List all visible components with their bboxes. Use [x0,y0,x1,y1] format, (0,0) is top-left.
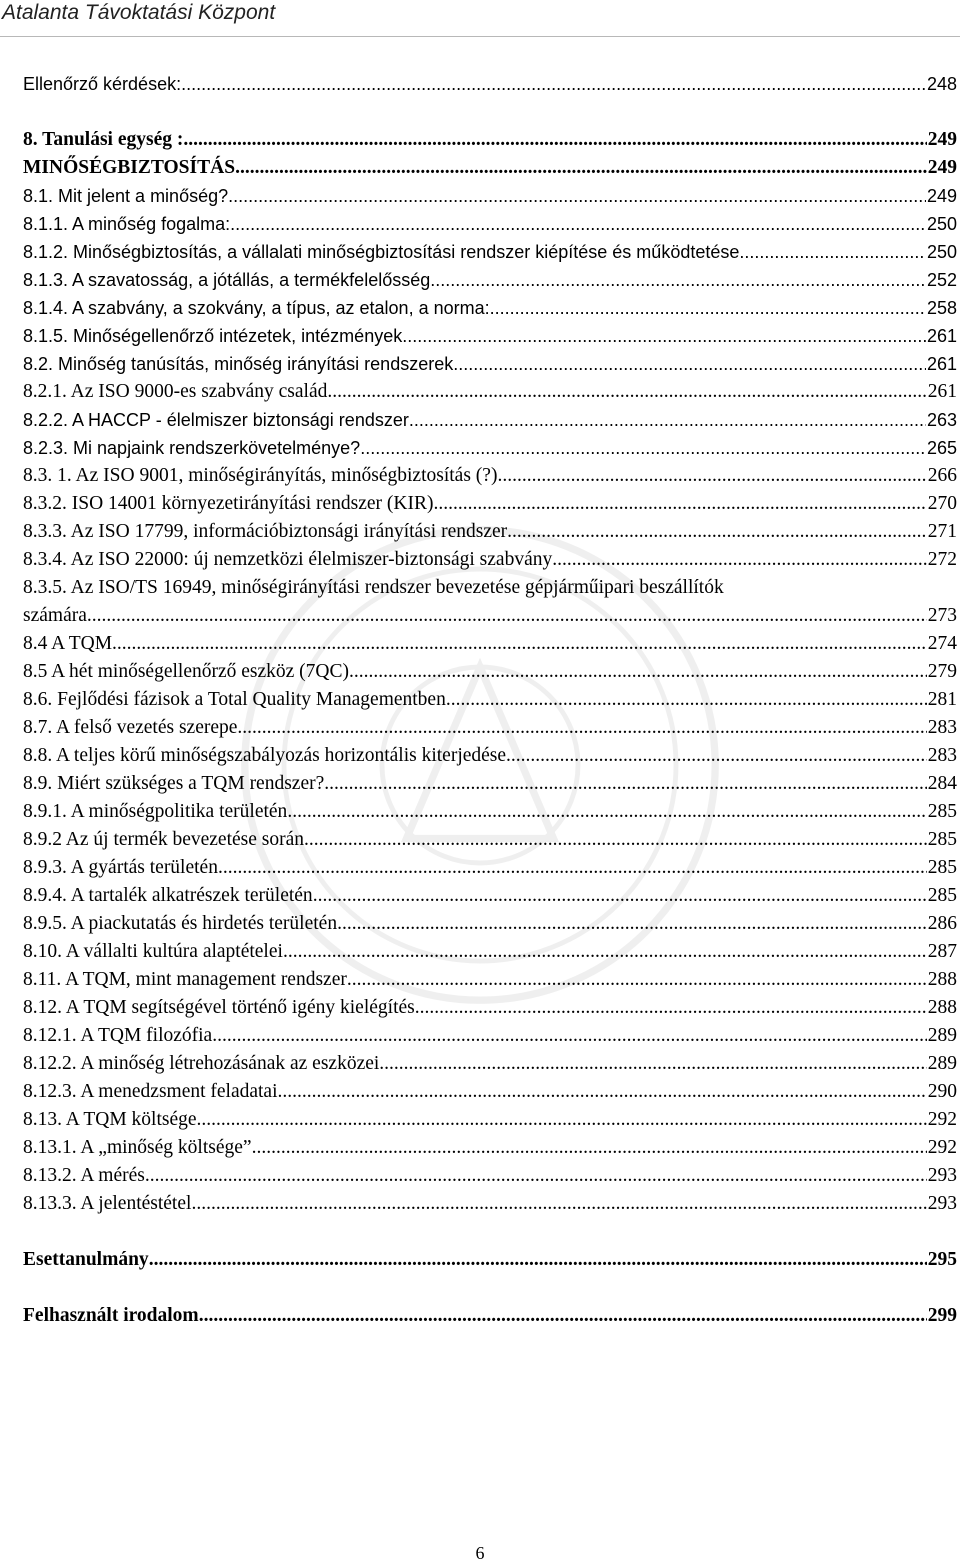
toc-entry-page: 285 [927,857,957,878]
toc-entry-page: 248 [926,74,957,94]
toc-entry-title: 8.9.5. A piackutatás és hirdetés területén [23,913,338,934]
toc-entry[interactable] [23,1106,957,1134]
toc-dot-leader [360,434,926,462]
toc-entry-page: 249 [927,129,957,150]
toc-entry[interactable] [23,910,957,938]
toc-entry-page: 250 [926,242,957,262]
toc-entry[interactable] [23,630,957,658]
toc-entry[interactable] [23,1134,957,1162]
toc-entry[interactable] [23,1302,957,1330]
toc-dot-leader [552,546,927,574]
toc-dot-leader [507,518,927,546]
toc-entry-page: 250 [926,214,957,234]
toc-entry[interactable] [23,518,957,546]
toc-dot-leader [278,1078,927,1106]
toc-dot-leader [324,770,926,798]
toc-dot-leader [379,1050,926,1078]
toc-dot-leader [337,910,927,938]
toc-entry-title: 8.11. A TQM, mint management rendszer [23,969,347,990]
toc-dot-leader [347,966,927,994]
toc-entry[interactable] [23,294,957,322]
toc-entry-title: 8.9.3. A gyártás területén [23,857,218,878]
toc-dot-leader [415,994,927,1022]
toc-dot-leader [433,490,926,518]
toc-entry-title: 8.1. Mit jelent a minőség? [23,186,229,206]
toc-dot-leader [199,1302,927,1330]
toc-entry-title: 8.6. Fejlődési fázisok a Total Quality Managementben [23,689,446,710]
toc-entry-title: 8.12.3. A menedzsment feladatai [23,1081,278,1102]
toc-entry-page: 289 [927,1053,957,1074]
toc-dot-leader [409,406,926,434]
toc-entry[interactable] [23,182,957,210]
toc-entry-page: 274 [927,633,957,654]
toc-entry-title: 8.12.2. A minőség létrehozásának az eszközei [23,1053,380,1074]
toc-entry[interactable] [23,406,957,434]
toc-entry[interactable] [23,770,957,798]
toc-entry[interactable] [23,798,957,826]
toc-entry-page: 263 [926,410,957,430]
toc-dot-leader [453,350,926,378]
toc-entry-page: 283 [927,745,957,766]
toc-entry-title: 8.3.5. Az ISO/TS 16949, minőségirányítási rendszer bevezetése gépjárműipari beszállítók [23,577,724,598]
toc-dot-leader [327,378,926,406]
toc-entry-title: 8.9. Miért szükséges a TQM rendszer? [23,773,325,794]
toc-entry[interactable] [23,266,957,294]
toc-entry-title: 8.1.5. Minőségellenőrző intézetek, intézmények [23,326,403,346]
toc-entry-page: 292 [927,1109,957,1130]
toc-entry-title: 8.1.1. A minőség fogalma: [23,214,231,234]
toc-entry[interactable] [23,322,957,350]
toc-entry-title: 8.3.4. Az ISO 22000: új nemzetközi élelmiszer-biztonsági szabvány [23,549,553,570]
toc-entry-page: 283 [927,717,957,738]
toc-entry[interactable] [23,70,957,98]
toc-entry-title: 8. Tanulási egység : [23,129,184,150]
header-rule [0,36,960,37]
toc-entry[interactable] [23,210,957,238]
toc-entry-page: 292 [927,1137,957,1158]
toc-entry[interactable] [23,826,957,854]
toc-entry-title: 8.7. A felső vezetés szerepe [23,717,238,738]
toc-dot-leader [181,70,926,98]
toc-entry[interactable] [23,854,957,882]
toc-entry-page: 265 [926,438,957,458]
toc-dot-leader [283,938,927,966]
toc-entry-page: 279 [927,661,957,682]
page-number: 6 [475,1543,485,1563]
toc-dot-leader [490,294,926,322]
toc-entry-page: 261 [926,326,957,346]
toc-entry-title: 8.13. A TQM költsége [23,1109,197,1130]
toc-dot-leader [228,182,926,210]
toc-dot-leader [349,658,927,686]
toc-dot-leader [230,210,926,238]
toc-entry-title: 8.2.1. Az ISO 9000-es szabvány család [23,381,328,402]
toc-dot-leader [252,1134,927,1162]
toc-entry-title: 8.9.1. A minőségpolitika területén [23,801,288,822]
toc-entry-title: Ellenőrző kérdések: [23,74,182,94]
toc-entry-title: 8.1.4. A szabvány, a szokvány, a típus, az etalon, a norma: [23,298,490,318]
toc-entry-page: 295 [927,1249,957,1270]
toc-dot-leader [197,1106,927,1134]
toc-dot-leader [237,714,926,742]
toc-entry-title: Esettanulmány [23,1249,149,1270]
toc-dot-leader [446,686,927,714]
toc-entry[interactable] [23,350,957,378]
toc-entry[interactable] [23,378,957,406]
toc-dot-leader [149,1246,927,1274]
toc-entry[interactable] [23,1190,957,1218]
toc-entry-page: 273 [927,605,957,626]
toc-entry-title: 8.2.2. A HACCP - élelmiszer biztonsági rendszer [23,410,409,430]
toc-entry-page: 258 [926,298,957,318]
toc-entry-title: 8.2.3. Mi napjaink rendszerkövetelménye? [23,438,361,458]
toc-entry-page: 249 [926,186,957,206]
toc-dot-leader [506,742,927,770]
toc-entry-title: 8.13.2. A mérés [23,1165,145,1186]
toc-entry[interactable] [23,966,957,994]
toc-entry-title: 8.12.1. A TQM filozófia [23,1025,213,1046]
toc-entry-title: 8.4 A TQM [23,633,113,654]
toc-dot-leader [287,798,926,826]
toc-entry[interactable] [23,602,957,630]
toc-entry-title: 8.10. A vállalti kultúra alaptételei [23,941,283,962]
toc-entry-page: 270 [927,493,957,514]
toc-entry-title: 8.2. Minőség tanúsítás, minőség irányítási rendszerek [23,354,454,374]
table-of-contents [23,70,957,1330]
toc-entry-page: 266 [927,465,957,486]
toc-entry-page: 299 [927,1305,957,1326]
toc-entry-title: 8.3.3. Az ISO 17799, információbiztonsági irányítási rendszer [23,521,508,542]
toc-entry-page: 287 [927,941,957,962]
toc-entry-page: 284 [927,773,957,794]
toc-entry[interactable] [23,742,957,770]
toc-entry-page: 272 [927,549,957,570]
toc-entry-title: 8.8. A teljes körű minőségszabályozás horizontális kiterjedése [23,745,507,766]
toc-entry[interactable] [23,1022,957,1050]
toc-entry[interactable] [23,1162,957,1190]
toc-entry[interactable] [23,686,957,714]
toc-dot-leader [218,854,927,882]
toc-entry[interactable] [23,714,957,742]
toc-entry-title: 8.1.3. A szavatosság, a jótállás, a termékfelelősség [23,270,431,290]
toc-dot-leader [112,630,927,658]
toc-entry-page: 293 [927,1193,957,1214]
toc-dot-leader [145,1162,927,1190]
toc-entry-page: 293 [927,1165,957,1186]
toc-entry-page: 289 [927,1025,957,1046]
toc-entry[interactable] [23,1246,957,1274]
toc-entry-page: 285 [927,885,957,906]
toc-entry-title: 8.13.1. A „minőség költsége” [23,1137,252,1158]
toc-dot-leader [497,462,926,490]
toc-entry-page: 281 [927,689,957,710]
toc-entry-page: 285 [927,801,957,822]
toc-entry-page: 261 [927,381,957,402]
toc-entry-page: 288 [927,969,957,990]
toc-entry[interactable] [23,154,957,182]
toc-entry[interactable] [23,658,957,686]
toc-entry[interactable] [23,882,957,910]
toc-entry-title: 8.9.4. A tartalék alkatrészek területén [23,885,313,906]
toc-entry-page: 288 [927,997,957,1018]
toc-entry[interactable] [23,546,957,574]
toc-entry-page: 249 [927,157,957,178]
toc-dot-leader [304,826,927,854]
toc-entry[interactable] [23,462,957,490]
toc-dot-leader [212,1022,927,1050]
toc-entry-page: 290 [927,1081,957,1102]
toc-entry-title: 8.5 A hét minőségellenőrző eszköz (7QC) [23,661,350,682]
toc-dot-leader [235,154,927,182]
toc-dot-leader [402,322,926,350]
toc-entry[interactable] [23,126,957,154]
toc-entry-title: Felhasznált irodalom [23,1305,199,1326]
toc-entry[interactable] [23,938,957,966]
toc-entry-title: MINŐSÉGBIZTOSÍTÁS [23,157,236,178]
toc-entry[interactable] [23,1050,957,1078]
toc-dot-leader [183,126,926,154]
toc-entry-title: számára [23,605,87,626]
toc-dot-leader [191,1190,926,1218]
toc-entry-title: 8.13.3. A jelentéstétel [23,1193,192,1214]
toc-entry-page: 286 [927,913,957,934]
toc-dot-leader [87,602,927,630]
toc-entry[interactable] [23,574,957,602]
toc-entry-page: 252 [926,270,957,290]
toc-dot-leader [313,882,927,910]
toc-entry-title: 8.3.2. ISO 14001 környezetirányítási rendszer (KIR) [23,493,434,514]
toc-dot-leader [739,238,926,266]
toc-dot-leader [430,266,926,294]
toc-entry[interactable] [23,238,957,266]
toc-entry-title: 8.9.2 Az új termék bevezetése során [23,829,305,850]
running-header: Atalanta Távoktatási Központ [2,1,276,24]
toc-entry-page: 285 [927,829,957,850]
toc-entry[interactable] [23,1078,957,1106]
toc-entry-page: 271 [927,521,957,542]
toc-entry-page: 261 [926,354,957,374]
toc-entry[interactable] [23,490,957,518]
toc-entry[interactable] [23,434,957,462]
toc-entry-title: 8.3. 1. Az ISO 9001, minőségirányítás, minőségbiztosítás (?) [23,465,498,486]
toc-entry-title: 8.1.2. Minőségbiztosítás, a vállalati minőségbiztosítási rendszer kiépítése és működtetése [23,242,740,262]
toc-entry[interactable] [23,994,957,1022]
toc-entry-title: 8.12. A TQM segítségével történő igény kielégítés [23,997,415,1018]
